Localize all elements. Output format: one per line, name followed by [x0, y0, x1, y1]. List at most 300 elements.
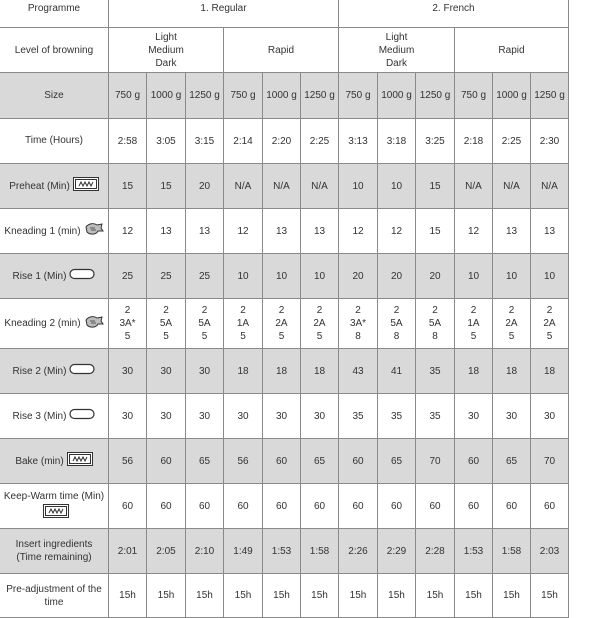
table-cell [186, 484, 224, 529]
cell-value: 2:14 [233, 135, 253, 147]
table-cell [455, 529, 493, 574]
cell-value: 15h [234, 590, 252, 601]
row-label: Preheat (Min) [9, 180, 70, 192]
cell-value: 20 [429, 270, 441, 282]
cell-value: 3:25 [425, 135, 445, 147]
table-cell [531, 119, 569, 164]
cell-value: N/A [503, 180, 520, 192]
table-cell [339, 254, 378, 299]
table-cell [186, 119, 224, 164]
cell-value: 15 [429, 225, 441, 237]
table-row [0, 574, 569, 618]
table-cell [339, 394, 378, 439]
cell-value: 12 [352, 225, 364, 237]
cell-value: 60 [352, 500, 364, 512]
table-cell [416, 394, 455, 439]
table-cell [224, 349, 263, 394]
row-label-cell [0, 394, 109, 439]
table-cell [109, 299, 147, 349]
cell-value: 2:01 [117, 545, 138, 557]
row-label: Rise 2 (Min) [12, 365, 67, 377]
row-label-cell [0, 574, 109, 618]
cell-value: 30 [198, 410, 211, 422]
cell-value: 30 [543, 410, 556, 422]
table-row [0, 164, 569, 209]
cell-value: 18 [543, 365, 556, 377]
cell-value: 1:49 [233, 545, 253, 557]
cell-value: 3A* [119, 318, 136, 329]
table-cell [186, 299, 224, 349]
table-cell [301, 164, 339, 209]
cell-value: 12 [121, 225, 134, 237]
cell-value: 5 [316, 331, 323, 342]
cell-value: 60 [237, 500, 249, 512]
table-cell [339, 119, 378, 164]
table-cell [224, 73, 263, 119]
cell-value: 70 [429, 455, 441, 467]
table-cell [493, 529, 531, 574]
cell-value: 30 [505, 410, 518, 422]
table-cell [224, 164, 263, 209]
cell-value: 43 [352, 365, 364, 377]
cell-value: 30 [198, 365, 211, 377]
browning-row [0, 28, 569, 73]
cell-value: 2 [432, 305, 438, 316]
cell-value: 30 [237, 410, 249, 422]
table-cell [416, 574, 455, 618]
cell-value: 1250 g [534, 90, 565, 101]
table-cell [263, 484, 301, 529]
row-label-cell [0, 254, 109, 299]
table-cell [263, 394, 301, 439]
row-label-cell [0, 529, 109, 574]
table-cell [493, 349, 531, 394]
table-cell [224, 119, 263, 164]
table-cell [531, 73, 569, 119]
table-cell [531, 394, 569, 439]
table-cell [263, 164, 301, 209]
table-cell [455, 484, 493, 529]
table-cell [493, 299, 531, 349]
row-label-cell [0, 209, 109, 254]
cell-value: 5 [240, 331, 246, 342]
table-cell [109, 394, 147, 439]
cell-value: 8 [393, 331, 400, 342]
cell-value: 10 [275, 270, 288, 282]
table-cell [339, 73, 378, 119]
rise-icon [69, 408, 95, 424]
cell-value: 20 [352, 270, 364, 282]
table-cell [263, 529, 301, 574]
table-row [0, 439, 569, 484]
heat-icon [73, 177, 99, 195]
row-label-cell [0, 349, 109, 394]
table-cell [531, 299, 569, 349]
row-label: Insert ingredients (Time remaining) [15, 539, 93, 563]
table-cell [493, 394, 531, 439]
cell-value: 8 [432, 331, 438, 342]
cell-value: 2 [546, 305, 553, 316]
table-cell [263, 209, 301, 254]
cell-value: N/A [311, 180, 328, 192]
table-cell [378, 299, 416, 349]
row-label: Rise 1 (Min) [12, 270, 67, 282]
cell-value: 1:53 [463, 545, 484, 557]
cell-value: 18 [505, 365, 518, 377]
cell-value: 5A [390, 318, 403, 329]
cell-value: N/A [234, 180, 252, 192]
row-label-cell [0, 119, 109, 164]
table-cell [378, 349, 416, 394]
table-cell [147, 394, 186, 439]
table-cell [339, 439, 378, 484]
cell-value: 2:58 [117, 135, 138, 147]
cell-value: 15h [119, 590, 136, 601]
cell-value: 18 [237, 365, 249, 377]
table-cell [109, 119, 147, 164]
table-cell [147, 209, 186, 254]
programme-regular-header: 1. Regular [109, 0, 339, 28]
table-cell [339, 209, 378, 254]
cell-value: 12 [237, 225, 249, 237]
cell-value: 15 [429, 180, 441, 192]
cell-value: 13 [505, 225, 518, 237]
row-label: Keep-Warm time (Min) [3, 491, 105, 503]
cell-value: 15h [426, 590, 444, 601]
table-cell [186, 254, 224, 299]
cell-value: 1A [467, 318, 480, 329]
row-label: Bake (min) [15, 455, 64, 467]
cell-value: 15h [273, 590, 290, 601]
table-cell [493, 73, 531, 119]
cell-value: 15h [349, 590, 367, 601]
table-cell [455, 394, 493, 439]
cell-value: 18 [467, 365, 480, 377]
table-cell [531, 349, 569, 394]
table-cell [301, 73, 339, 119]
cell-value: 15 [160, 180, 172, 192]
cell-value: 5 [201, 331, 208, 342]
cell-value: 60 [275, 500, 288, 512]
cell-value: 35 [429, 410, 441, 422]
cell-value: 3A* [349, 318, 367, 329]
table-cell [378, 164, 416, 209]
cell-value: 65 [505, 455, 518, 467]
table-cell [531, 484, 569, 529]
knead-icon [84, 222, 104, 240]
cell-value: 15h [541, 590, 558, 601]
cell-value: 2:20 [271, 135, 292, 147]
table-cell [531, 439, 569, 484]
table-cell [455, 164, 493, 209]
table-cell [455, 209, 493, 254]
table-cell [147, 299, 186, 349]
cell-value: 5 [163, 331, 169, 342]
table-cell [416, 299, 455, 349]
table-cell [301, 394, 339, 439]
table-cell [147, 574, 186, 618]
cell-value: 56 [237, 455, 249, 467]
cell-value: 2 [240, 305, 246, 316]
heat-icon [43, 504, 69, 522]
cell-value: 12 [467, 225, 480, 237]
table-cell [224, 439, 263, 484]
cell-value: 5 [278, 331, 285, 342]
cell-value: 20 [198, 180, 211, 192]
cell-value: 2 [201, 305, 208, 316]
browning-french-levels [339, 28, 455, 73]
cell-value: 3:13 [348, 135, 368, 147]
row-label-cell [0, 299, 109, 349]
cell-value: 1000 g [266, 90, 297, 101]
cell-value: 10 [313, 270, 326, 282]
cell-value: 5A [159, 318, 173, 329]
table-cell [224, 209, 263, 254]
table-cell [531, 164, 569, 209]
table-cell [147, 349, 186, 394]
table-cell [224, 394, 263, 439]
table-cell [186, 349, 224, 394]
table-cell [455, 574, 493, 618]
table-cell [455, 119, 493, 164]
cell-value: 60 [352, 455, 364, 467]
table-cell [186, 529, 224, 574]
table-cell [339, 164, 378, 209]
table-row [0, 394, 569, 439]
programme-header-label: Programme [0, 0, 109, 28]
table-cell [301, 484, 339, 529]
cell-value: 2:10 [194, 545, 215, 557]
table-cell [339, 349, 378, 394]
cell-value: 15h [311, 590, 328, 601]
cell-value: 18 [313, 365, 326, 377]
cell-value: 13 [160, 225, 172, 237]
table-row [0, 119, 569, 164]
cell-value: 2 [278, 305, 285, 316]
table-cell [493, 439, 531, 484]
cell-value: 20 [390, 270, 403, 282]
table-cell [301, 119, 339, 164]
table-cell [531, 254, 569, 299]
cell-value: 3:18 [386, 135, 407, 147]
table-cell [378, 119, 416, 164]
table-cell [186, 574, 224, 618]
table-cell [378, 73, 416, 119]
cell-value: 2A [505, 318, 518, 329]
table-row [0, 484, 569, 529]
cell-value: 8 [355, 331, 361, 342]
table-cell [301, 574, 339, 618]
cell-value: 60 [429, 500, 441, 512]
cell-value: 2 [163, 305, 169, 316]
cell-value: 35 [429, 365, 441, 377]
knead-icon [84, 315, 104, 333]
table-cell [224, 574, 263, 618]
cell-value: N/A [465, 180, 482, 192]
row-label: Rise 3 (Min) [12, 410, 67, 422]
cell-value: 15h [465, 590, 482, 601]
table-cell [109, 254, 147, 299]
cell-value: 35 [390, 410, 403, 422]
table-cell [109, 164, 147, 209]
cell-value: 18 [275, 365, 288, 377]
table-cell [493, 209, 531, 254]
cell-value: 30 [275, 410, 288, 422]
table-cell [186, 394, 224, 439]
cell-value: 1250 g [419, 90, 451, 101]
table-cell [339, 529, 378, 574]
cell-value: 5 [508, 331, 515, 342]
cell-value: 15h [196, 590, 213, 601]
table-cell [378, 439, 416, 484]
cell-value: 25 [198, 270, 211, 282]
browning-regular-rapid: Rapid [224, 28, 339, 73]
table-cell [263, 299, 301, 349]
cell-value: 15h [388, 590, 405, 601]
table-cell [455, 254, 493, 299]
table-cell [416, 119, 455, 164]
table-cell [378, 394, 416, 439]
cell-value: 25 [121, 270, 134, 282]
cell-value: 2:25 [309, 135, 330, 147]
browning-level: Medium [378, 44, 415, 56]
table-row [0, 299, 569, 349]
table-cell [339, 484, 378, 529]
table-cell [263, 254, 301, 299]
cell-value: 65 [390, 455, 403, 467]
cell-value: 1000 g [496, 90, 527, 101]
cell-value: 750 g [460, 90, 487, 101]
table-cell [378, 574, 416, 618]
row-label: Pre-adjustment of the time [6, 583, 102, 608]
cell-value: 41 [390, 365, 403, 377]
cell-value: 60 [275, 455, 288, 467]
table-cell [147, 439, 186, 484]
cell-value: 5 [124, 331, 131, 342]
table-cell [186, 209, 224, 254]
cell-value: 1:58 [501, 545, 522, 557]
table-cell [416, 254, 455, 299]
rise-icon [69, 363, 95, 379]
table-cell [109, 574, 147, 618]
cell-value: 2 [393, 305, 400, 316]
cell-value: 2:26 [348, 545, 368, 557]
cell-value: 30 [467, 410, 480, 422]
table-cell [301, 209, 339, 254]
cell-value: 2A [313, 318, 326, 329]
table-cell [301, 254, 339, 299]
cell-value: 2A [543, 318, 556, 329]
cell-value: 60 [121, 500, 134, 512]
cell-value: 2A [275, 318, 288, 329]
table-cell [109, 209, 147, 254]
cell-value: 60 [160, 500, 172, 512]
heat-icon [67, 452, 93, 470]
cell-value: 1:53 [271, 545, 292, 557]
table-cell [301, 299, 339, 349]
table-cell [263, 439, 301, 484]
cell-value: 10 [543, 270, 556, 282]
table-cell [455, 349, 493, 394]
cell-value: 60 [505, 500, 518, 512]
table-cell [263, 73, 301, 119]
table-cell [224, 254, 263, 299]
table-cell [263, 349, 301, 394]
table-cell [109, 484, 147, 529]
table-cell [493, 164, 531, 209]
cell-value: 13 [543, 225, 556, 237]
browning-level: Dark [155, 57, 177, 69]
table-cell [224, 299, 263, 349]
table-cell [147, 119, 186, 164]
table-cell [493, 119, 531, 164]
cell-value: 10 [390, 180, 403, 192]
cell-value: 5A [198, 318, 211, 329]
table-cell [263, 574, 301, 618]
cell-value: 60 [390, 500, 403, 512]
cell-value: 3:15 [194, 135, 215, 147]
cell-value: 60 [467, 500, 480, 512]
cell-value: 60 [160, 455, 172, 467]
row-label-cell [0, 164, 109, 209]
cell-value: 15h [503, 590, 520, 601]
cell-value: 2 [470, 305, 477, 316]
cell-value: 30 [160, 365, 172, 377]
table-cell [109, 439, 147, 484]
cell-value: 25 [160, 270, 172, 282]
programme-french-header: 2. French [339, 0, 569, 28]
browning-level: Light [155, 31, 177, 43]
cell-value: 1250 g [304, 90, 335, 101]
row-label: Kneading 2 (min) [4, 318, 81, 329]
table-cell [263, 119, 301, 164]
cell-value: 5 [546, 331, 553, 342]
cell-value: 12 [390, 225, 403, 237]
cell-value: 60 [313, 500, 326, 512]
table-cell [186, 164, 224, 209]
cell-value: 35 [352, 410, 364, 422]
table-cell [339, 299, 378, 349]
table-cell [455, 439, 493, 484]
cell-value: 56 [121, 455, 134, 467]
browning-level: Medium [148, 44, 184, 56]
table-cell [455, 73, 493, 119]
cell-value: 1:58 [309, 545, 330, 557]
cell-value: 70 [543, 455, 556, 467]
cell-value: 30 [313, 410, 326, 422]
table-cell [531, 574, 569, 618]
cell-value: 2:25 [501, 135, 522, 147]
cell-value: 2:30 [539, 135, 560, 147]
table-cell [147, 254, 186, 299]
cell-value: 2 [355, 305, 361, 316]
cell-value: 2:28 [425, 545, 445, 557]
table-cell [416, 529, 455, 574]
cell-value: 30 [121, 365, 134, 377]
table-cell [416, 484, 455, 529]
cell-value: 2 [508, 305, 515, 316]
table-row [0, 73, 569, 119]
table-row [0, 529, 569, 574]
row-label: Time (Hours) [25, 135, 83, 147]
table-cell [109, 73, 147, 119]
table-cell [378, 209, 416, 254]
table-cell [109, 349, 147, 394]
programme-row [0, 0, 569, 28]
browning-french-rapid: Rapid [455, 28, 569, 73]
table-cell [301, 529, 339, 574]
browning-level: Dark [385, 57, 408, 69]
